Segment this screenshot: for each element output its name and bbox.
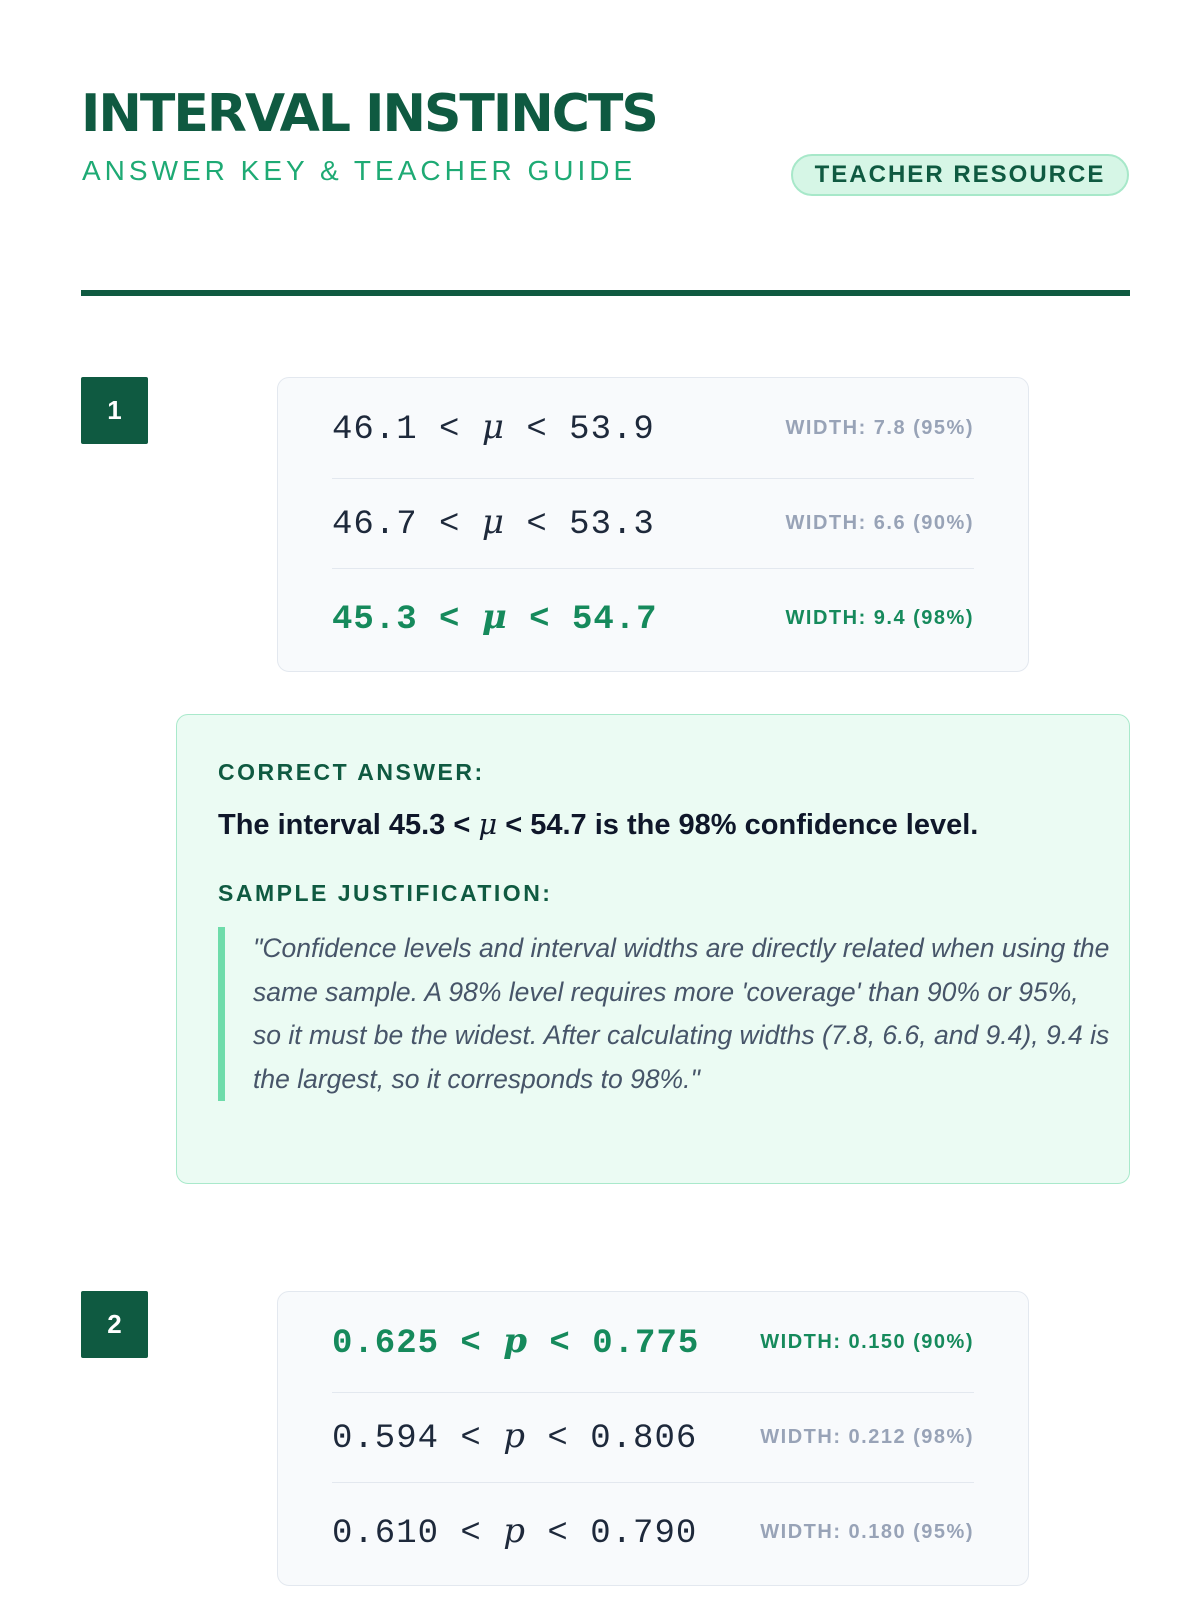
interval-expression: 0.625 < p < 0.775 (332, 1321, 700, 1363)
question-2-number: 2 (81, 1291, 148, 1358)
interval-option (332, 378, 974, 479)
interval-expression: 0.610 < p < 0.790 (332, 1511, 698, 1553)
page-title: INTERVAL INSTINCTS (81, 84, 657, 144)
justification-quote: "Confidence levels and interval widths are directly related when using the same sample. A 98% level requires more 'coverage' than 90% or 95%, so it must be the widest. After calculating widths (7.8, 6.6, and 9.4), 9.4 is the largest, so it corresponds to 98%." (218, 927, 1113, 1101)
interval-expression: 46.7 < μ < 53.3 (332, 502, 655, 544)
question-1-number: 1 (81, 377, 148, 444)
interval-option (332, 1482, 974, 1582)
page-subtitle: ANSWER KEY & TEACHER GUIDE (82, 155, 637, 186)
correct-answer-label: CORRECT ANSWER: (218, 759, 485, 785)
interval-option-correct (332, 1292, 974, 1393)
interval-option (332, 1392, 974, 1483)
interval-option-correct (332, 568, 974, 668)
correct-answer-statement: The interval 45.3 < μ < 54.7 is the 98% confidence level. (218, 807, 979, 841)
interval-width-label: WIDTH: 7.8 (95%) (785, 416, 974, 439)
interval-width-label: WIDTH: 0.150 (90%) (760, 1330, 974, 1353)
interval-expression: 45.3 < μ < 54.7 (332, 597, 658, 639)
interval-width-label: WIDTH: 0.180 (95%) (760, 1520, 974, 1543)
answer-box (176, 714, 1130, 1184)
interval-width-label: WIDTH: 6.6 (90%) (785, 511, 974, 534)
interval-width-label: WIDTH: 0.212 (98%) (760, 1425, 974, 1448)
question-2-options (277, 1291, 1029, 1586)
interval-expression: 46.1 < μ < 53.9 (332, 407, 655, 449)
question-1-options (277, 377, 1029, 672)
interval-width-label: WIDTH: 9.4 (98%) (785, 606, 974, 629)
interval-option (332, 478, 974, 569)
header-divider (81, 290, 1130, 296)
teacher-resource-badge: TEACHER RESOURCE (791, 154, 1129, 196)
interval-expression: 0.594 < p < 0.806 (332, 1416, 698, 1458)
justification-label: SAMPLE JUSTIFICATION: (218, 880, 553, 906)
